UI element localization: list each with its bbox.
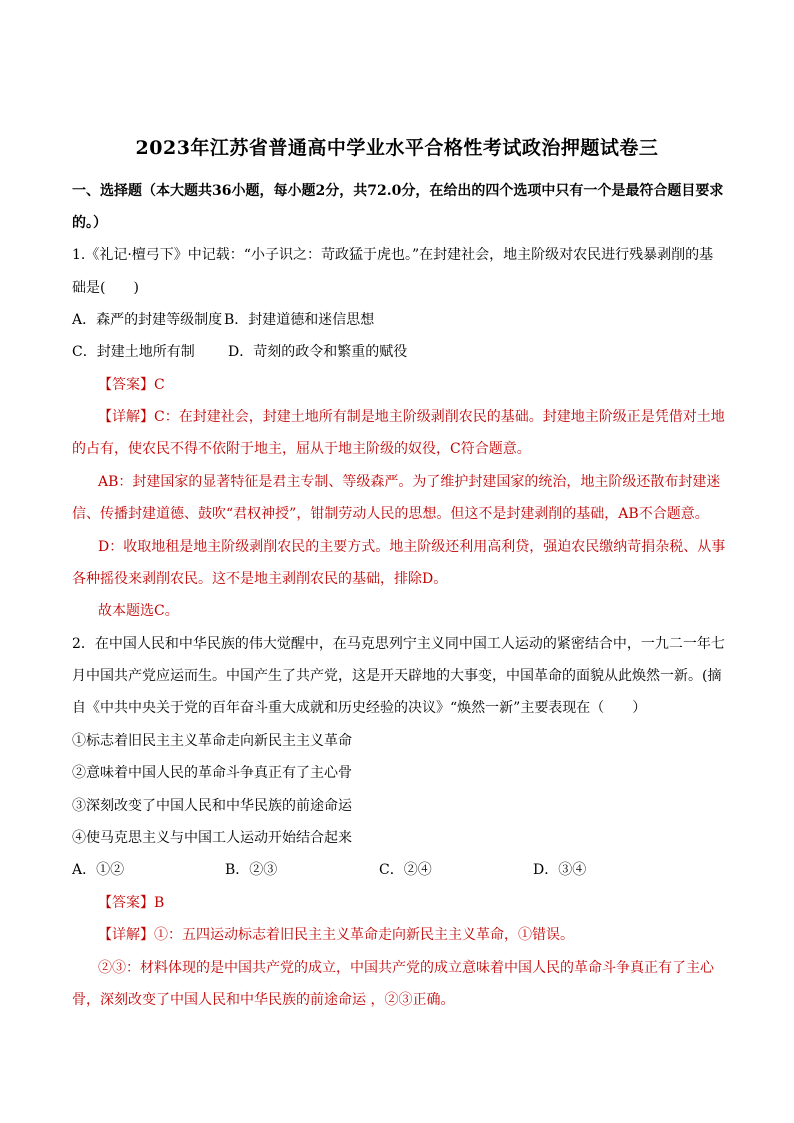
q2-option-c: C．②④ [379, 862, 432, 878]
q1-option-b: B．封建道德和迷信思想 [224, 312, 375, 328]
q1-detail-line-6: 各种摇役来剥削农民。这不是地主剥削农民的基础，排除D。 [72, 571, 448, 587]
q1-option-d: D．苛刻的政令和繁重的赋役 [228, 344, 408, 360]
q2-option-b: B．②③ [225, 862, 278, 878]
q1-detail-line-1: 【详解】C：在封建社会，封建土地所有制是地主阶级剥削农民的基础。封建地主阶级正是凭借对土地 [98, 409, 725, 425]
q1-stem-line-1: 1.《礼记·檀弓下》中记载：“小子识之：苛政猛于虎也。”在封建社会，地主阶级对农民进行残暴剥削的基 [72, 247, 714, 263]
q2-detail-line-3: 骨，深刻改变了中国人民和中华民族的前途命运 ，②③正确。 [72, 992, 455, 1008]
section-heading-line-1: 一、选择题（本大题共36小题，每小题2分，共72.0分，在给出的四个选项中只有一个是最符合题目要求 [72, 183, 724, 199]
q2-item-3: ③深刻改变了中国人民和中华民族的前途命运 [72, 798, 352, 814]
q1-option-a: A．森严的封建等级制度 [72, 312, 223, 328]
q2-option-d: D．③④ [533, 862, 587, 878]
q2-item-4: ④使马克思主义与中国工人运动开始结合起来 [72, 830, 352, 846]
q2-stem-line-1: 2．在中国人民和中华民族的伟大觉醒中，在马克思列宁主义同中国工人运动的紧密结合中，一九二一年七 [72, 636, 725, 652]
q1-detail-line-3: AB：封建国家的显著特征是君主专制、等级森严。为了维护封建国家的统治，地主阶级还散布封建迷 [98, 474, 721, 490]
q2-item-1: ①标志着旧民主主义革命走向新民主主义革命 [72, 733, 352, 749]
q2-item-2: ②意味着中国人民的革命斗争真正有了主心骨 [72, 765, 352, 781]
q2-stem-line-3: 自《中共中央关于党的百年奋斗重大成就和历史经验的决议》“焕然一新”主要表现在（ ） [72, 700, 647, 716]
q1-detail-line-5: D：收取地租是地主阶级剥削农民的主要方式。地主阶级还利用高利贷，强迫农民缴纳苛捐杂税、从事 [98, 539, 726, 555]
q2-detail-line-1: 【详解】①：五四运动标志着旧民主主义革命走向新民主主义革命，①错误。 [98, 927, 574, 943]
q2-answer: 【答案】B [98, 895, 165, 911]
q1-conclusion: 故本题选C。 [98, 603, 179, 619]
q2-detail-line-2: ②③：材料体现的是中国共产党的成立，中国共产党的成立意味着中国人民的革命斗争真正有了主心 [98, 960, 714, 976]
q1-stem-line-2: 础是( ) [72, 280, 139, 296]
q1-detail-line-4: 信、传播封建道德、鼓吹“君权神授”，钳制劳动人民的思想。但这不是封建剥削的基础，AB不合题意。 [72, 506, 709, 522]
page-title: 2023年江苏省普通高中学业水平合格性考试政治押题试卷三 [135, 137, 659, 159]
q2-stem-line-2: 月中国共产党应运而生。中国产生了共产党，这是开天辟地的大事变，中国革命的面貌从此焕然一新。(摘 [72, 668, 722, 684]
q2-option-a: A．①② [72, 862, 125, 878]
section-heading-line-2: 的。） [72, 215, 107, 231]
q1-detail-line-2: 的占有，使农民不得不依附于地主，屈从于地主阶级的奴役，C符合题意。 [72, 441, 531, 457]
q1-option-c: C．封建土地所有制 [72, 344, 195, 360]
q1-answer: 【答案】C [98, 377, 165, 393]
